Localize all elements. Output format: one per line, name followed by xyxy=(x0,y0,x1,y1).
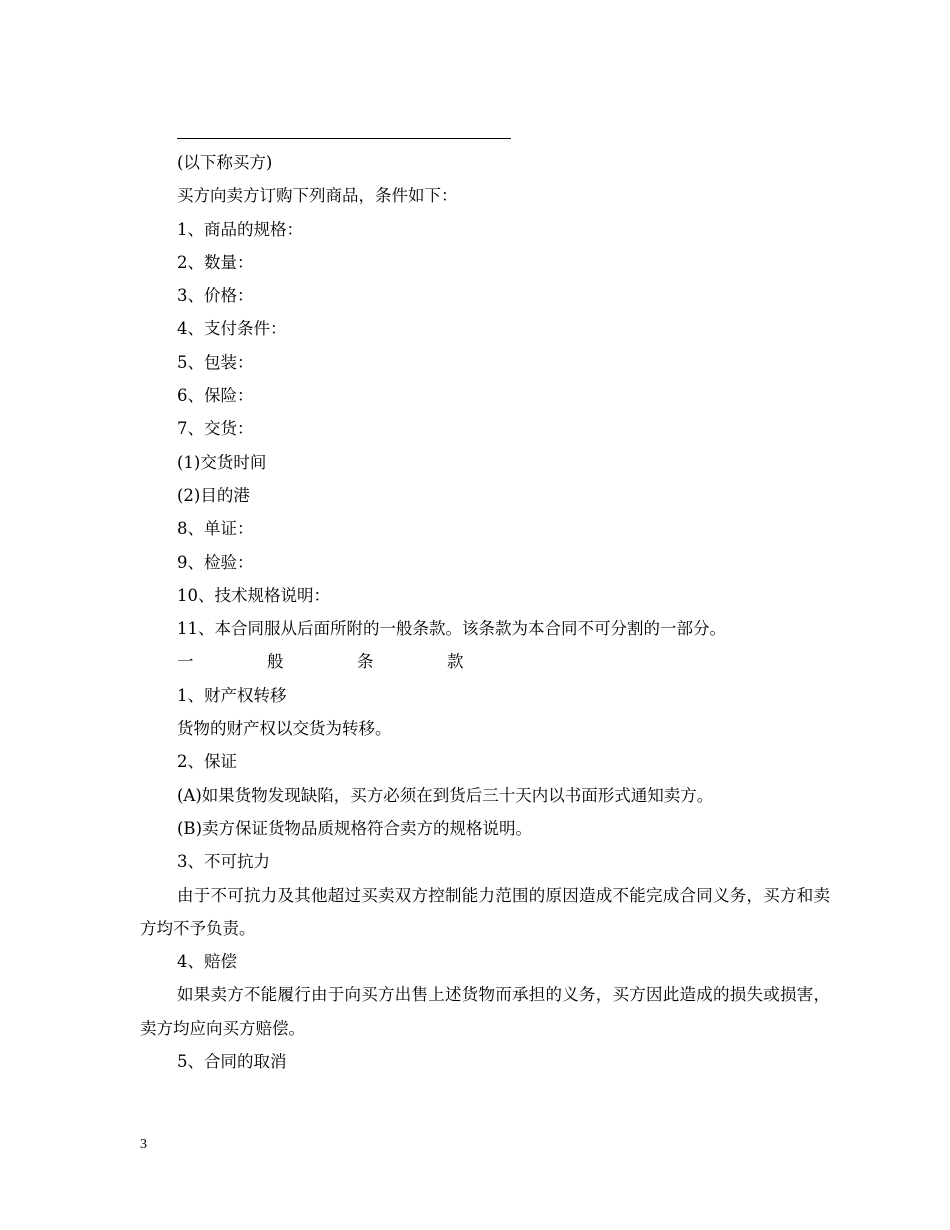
clause-price: 3、价格： xyxy=(177,286,254,306)
clause-specification: 1、商品的规格： xyxy=(177,219,303,239)
term-warranty-a: (A)如果货物发现缺陷，买方必须在到货后三十天内以书面形式通知卖方。 xyxy=(177,785,714,805)
compensation-text: 如果卖方不能履行由于向买方出售上述货物而承担的义务，买方因此造成的损失或损害，卖方均应向买方赔偿。 xyxy=(140,985,830,1038)
term-title-property: 1、财产权转移 xyxy=(177,685,287,705)
signature-underline xyxy=(177,138,511,139)
delivery-time: (1)交货时间 xyxy=(177,452,267,472)
clause-delivery: 7、交货： xyxy=(177,419,254,439)
clause-inspection: 9、检验： xyxy=(177,552,254,572)
term-title-warranty: 2、保证 xyxy=(177,752,237,772)
term-warranty-b: (B)卖方保证货物品质规格符合卖方的规格说明。 xyxy=(177,818,532,838)
clause-documents: 8、单证： xyxy=(177,519,254,539)
heading-char: 般 xyxy=(267,652,284,672)
heading-char: 款 xyxy=(447,652,464,672)
term-text-property: 货物的财产权以交货为转移。 xyxy=(177,719,392,739)
page-number: 3 xyxy=(140,1137,147,1152)
destination-port: (2)目的港 xyxy=(177,485,250,505)
heading-char: 条 xyxy=(357,652,374,672)
term-title-compensation: 4、赔偿 xyxy=(177,952,237,972)
heading-char: 一 xyxy=(177,652,194,672)
term-title-force-majeure: 3、不可抗力 xyxy=(177,852,270,872)
clause-packing: 5、包装： xyxy=(177,352,254,372)
clause-quantity: 2、数量： xyxy=(177,252,254,272)
force-majeure-text: 由于不可抗力及其他超过买卖双方控制能力范围的原因造成不能完成合同义务，买方和卖方均不予负责。 xyxy=(140,885,830,938)
buyer-designation: (以下称买方) xyxy=(177,153,273,172)
clause-general-terms-ref: 11、本合同服从后面所附的一般条款。该条款为本合同不可分割的一部分。 xyxy=(177,619,726,639)
clause-payment: 4、支付条件： xyxy=(177,319,287,339)
term-title-cancellation: 5、合同的取消 xyxy=(177,1052,287,1072)
clause-technical-spec: 10、技术规格说明： xyxy=(177,585,330,605)
order-intro: 买方向卖方订购下列商品，条件如下： xyxy=(177,186,458,206)
general-terms-heading xyxy=(140,645,830,678)
document-body xyxy=(140,146,830,1078)
clause-insurance: 6、保险： xyxy=(177,386,254,406)
